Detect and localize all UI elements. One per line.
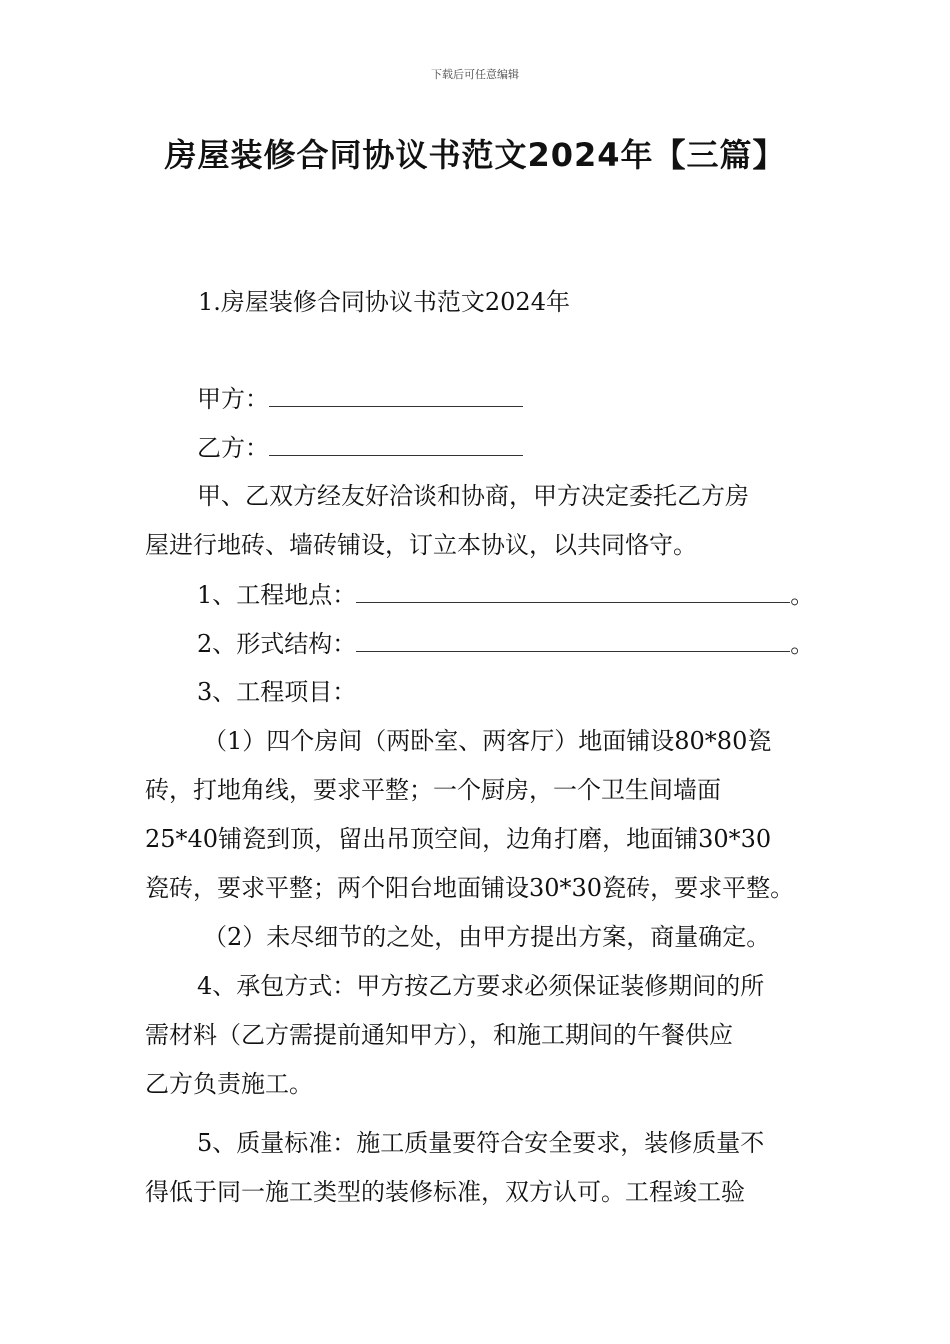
item-3-1-line-3: 25*40铺瓷到顶，留出吊顶空间，边角打磨，地面铺30*30 [145,825,772,853]
item-5-line-1: 5、质量标准：施工质量要符合安全要求，装修质量不 [197,1129,765,1157]
header-note: 下载后可任意编辑 [431,68,519,81]
document-body [145,380,825,1223]
party-a-line [145,380,825,429]
item-4-line-2: 需材料（乙方需提前通知甲方），和施工期间的午餐供应 [145,1021,733,1049]
paragraph-gap [145,1115,825,1125]
party-b-line [145,429,825,478]
item-3-line: 3、工程项目： [197,678,357,706]
item-2-line [145,625,825,674]
item-1-blank [356,576,790,603]
item-3-2-line: （2）未尽细节的之处，由甲方提出方案，商量确定。 [203,923,771,951]
item-1-line [145,576,825,625]
document-title: 房屋装修合同协议书范文2024年【三篇】 [164,136,786,174]
intro-paragraph-line-2: 屋进行地砖、墙砖铺设，订立本协议，以共同恪守。 [145,531,697,559]
item-2-label: 2、形式结构： [197,630,357,658]
item-4-line-1: 4、承包方式：甲方按乙方要求必须保证装修期间的所 [197,972,765,1000]
section-subtitle: 1.房屋装修合同协议书范文2024年 [198,288,570,316]
item-3-1-line-2: 砖，打地角线，要求平整；一个厨房，一个卫生间墙面 [145,776,721,804]
item-2-blank [356,625,790,652]
item-2-end: 。 [790,630,815,658]
item-1-end: 。 [790,581,815,609]
item-3-1-line-4: 瓷砖，要求平整；两个阳台地面铺设30*30瓷砖，要求平整。 [145,874,795,902]
item-3-1-line-1: （1）四个房间（两卧室、两客厅）地面铺设80*80瓷 [203,727,772,755]
party-b-blank [269,429,523,456]
item-5-line-2: 得低于同一施工类型的装修标准，双方认可。工程竣工验 [145,1178,745,1206]
item-4-line-3: 乙方负责施工。 [145,1070,313,1098]
item-1-label: 1、工程地点： [197,581,357,609]
intro-paragraph-line-1: 甲、乙双方经友好洽谈和协商，甲方决定委托乙方房 [197,482,749,510]
party-a-label: 甲方： [197,385,269,413]
party-a-blank [269,380,523,407]
party-b-label: 乙方： [197,434,269,462]
